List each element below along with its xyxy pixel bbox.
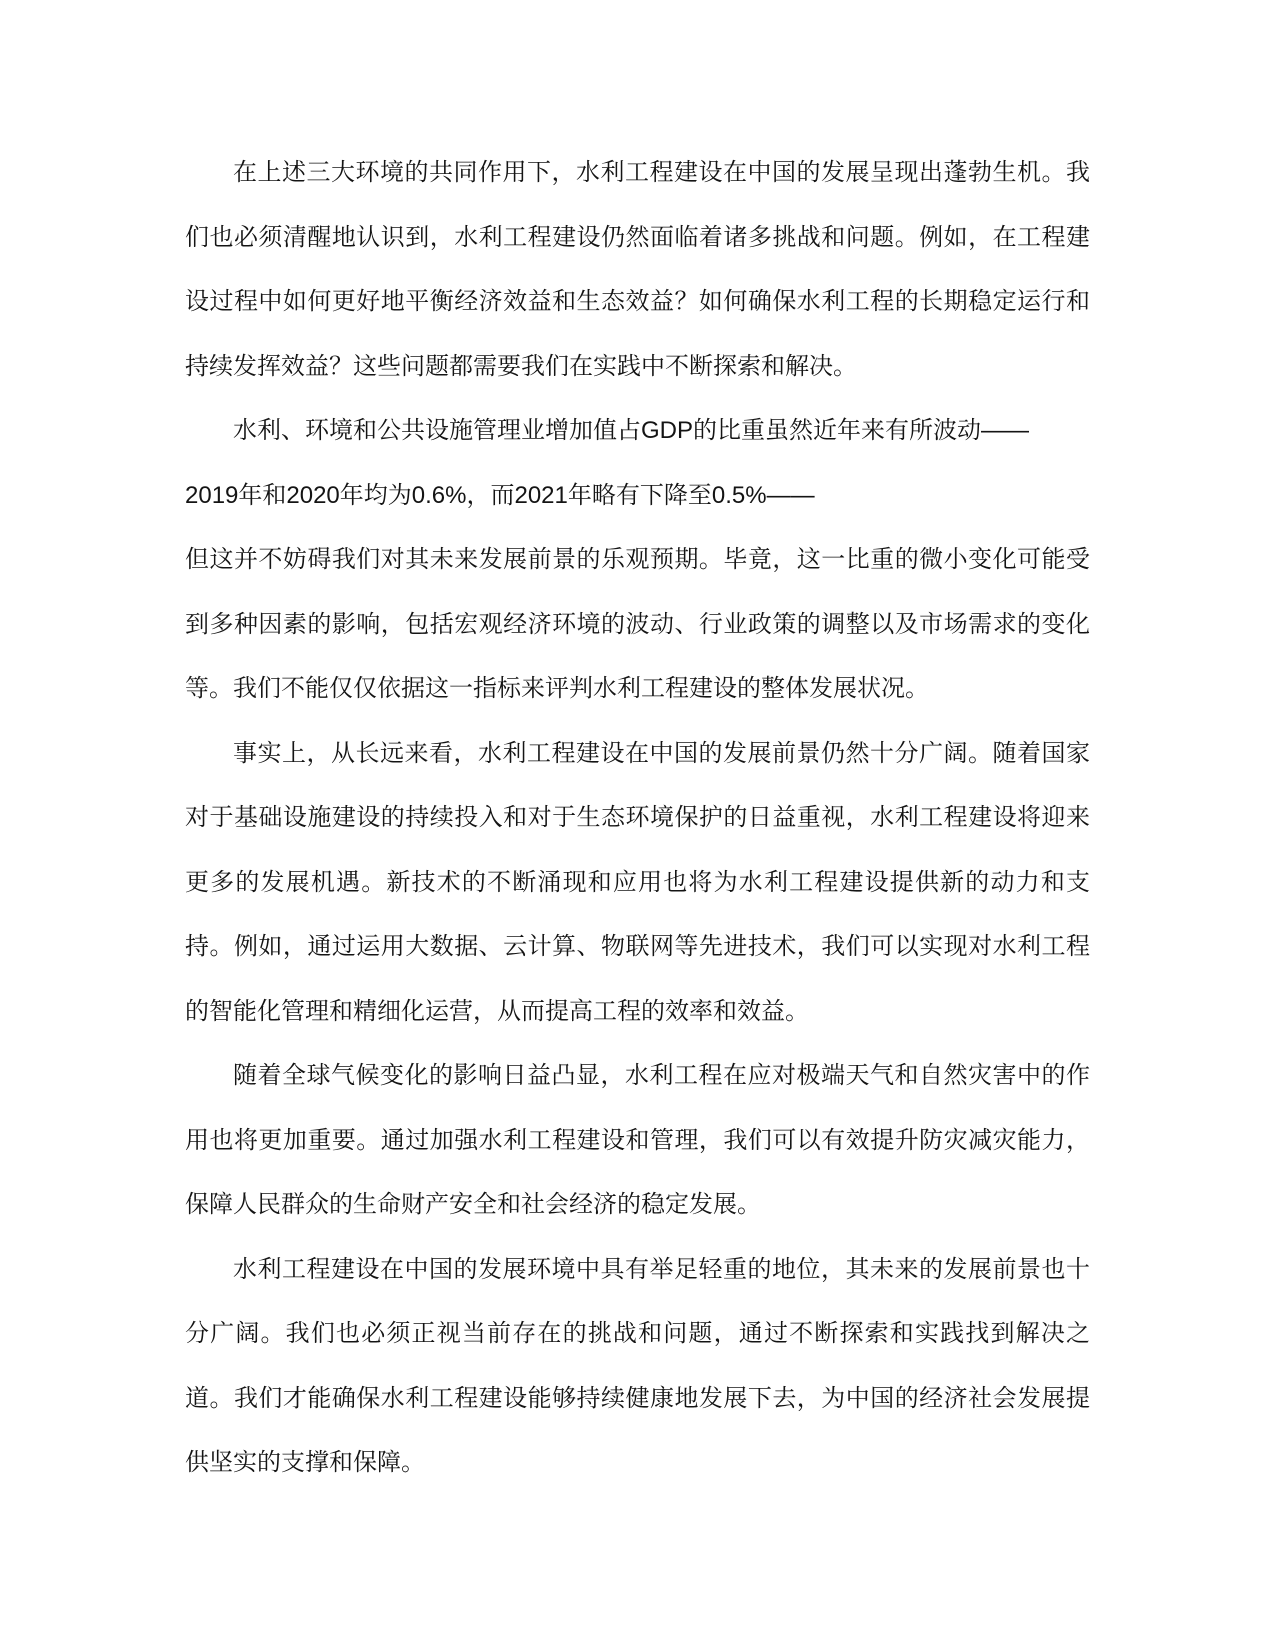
paragraph-4: 随着全球气候变化的影响日益凸显，水利工程在应对极端天气和自然灾害中的作用也将更加重要。通过加强水利工程建设和管理，我们可以有效提升防灾减灾能力，保障人民群众的生命财产安全和社会经济的稳定发展。 xyxy=(185,1062,1090,1218)
paragraph-3: 事实上，从长远来看，水利工程建设在中国的发展前景仍然十分广阔。随着国家对于基础设施建设的持续投入和对于生态环境保护的日益重视，水利工程建设将迎来更多的发展机遇。新技术的不断涌现和应用也将为水利工程建设提供新的动力和支持。例如，通过运用大数据、云计算、物联网等先进技术，我们可以实现对水利工程的智能化管理和精细化运营，从而提高工程的效率和效益。 xyxy=(185,739,1090,1025)
paragraph-5: 水利工程建设在中国的发展环境中具有举足轻重的地位，其未来的发展前景也十分广阔。我们也必须正视当前存在的挑战和问题，通过不断探索和实践找到解决之道。我们才能确保水利工程建设能够持续健康地发展下去，为中国的经济社会发展提供坚实的支撑和保障。 xyxy=(185,1255,1090,1476)
paragraph-2-line-2: 2019年和2020年均为0.6%，而2021年略有下降至0.5%—— xyxy=(185,481,815,509)
paragraph-2-line-1: 水利、环境和公共设施管理业增加值占GDP的比重虽然近年来有所波动—— xyxy=(233,417,1030,444)
paragraph-2-continued: 但这并不妨碍我们对其未来发展前景的乐观预期。毕竟，这一比重的微小变化可能受到多种因素的影响，包括宏观经济环境的波动、行业政策的调整以及市场需求的变化等。我们不能仅仅依据这一指标来评判水利工程建设的整体发展状况。 xyxy=(185,546,1090,702)
paragraph-1: 在上述三大环境的共同作用下，水利工程建设在中国的发展呈现出蓬勃生机。我们也必须清醒地认识到，水利工程建设仍然面临着诸多挑战和问题。例如，在工程建设过程中如何更好地平衡经济效益和生态效益？如何确保水利工程的长期稳定运行和持续发挥效益？这些问题都需要我们在实践中不断探索和解决。 xyxy=(185,159,1090,380)
